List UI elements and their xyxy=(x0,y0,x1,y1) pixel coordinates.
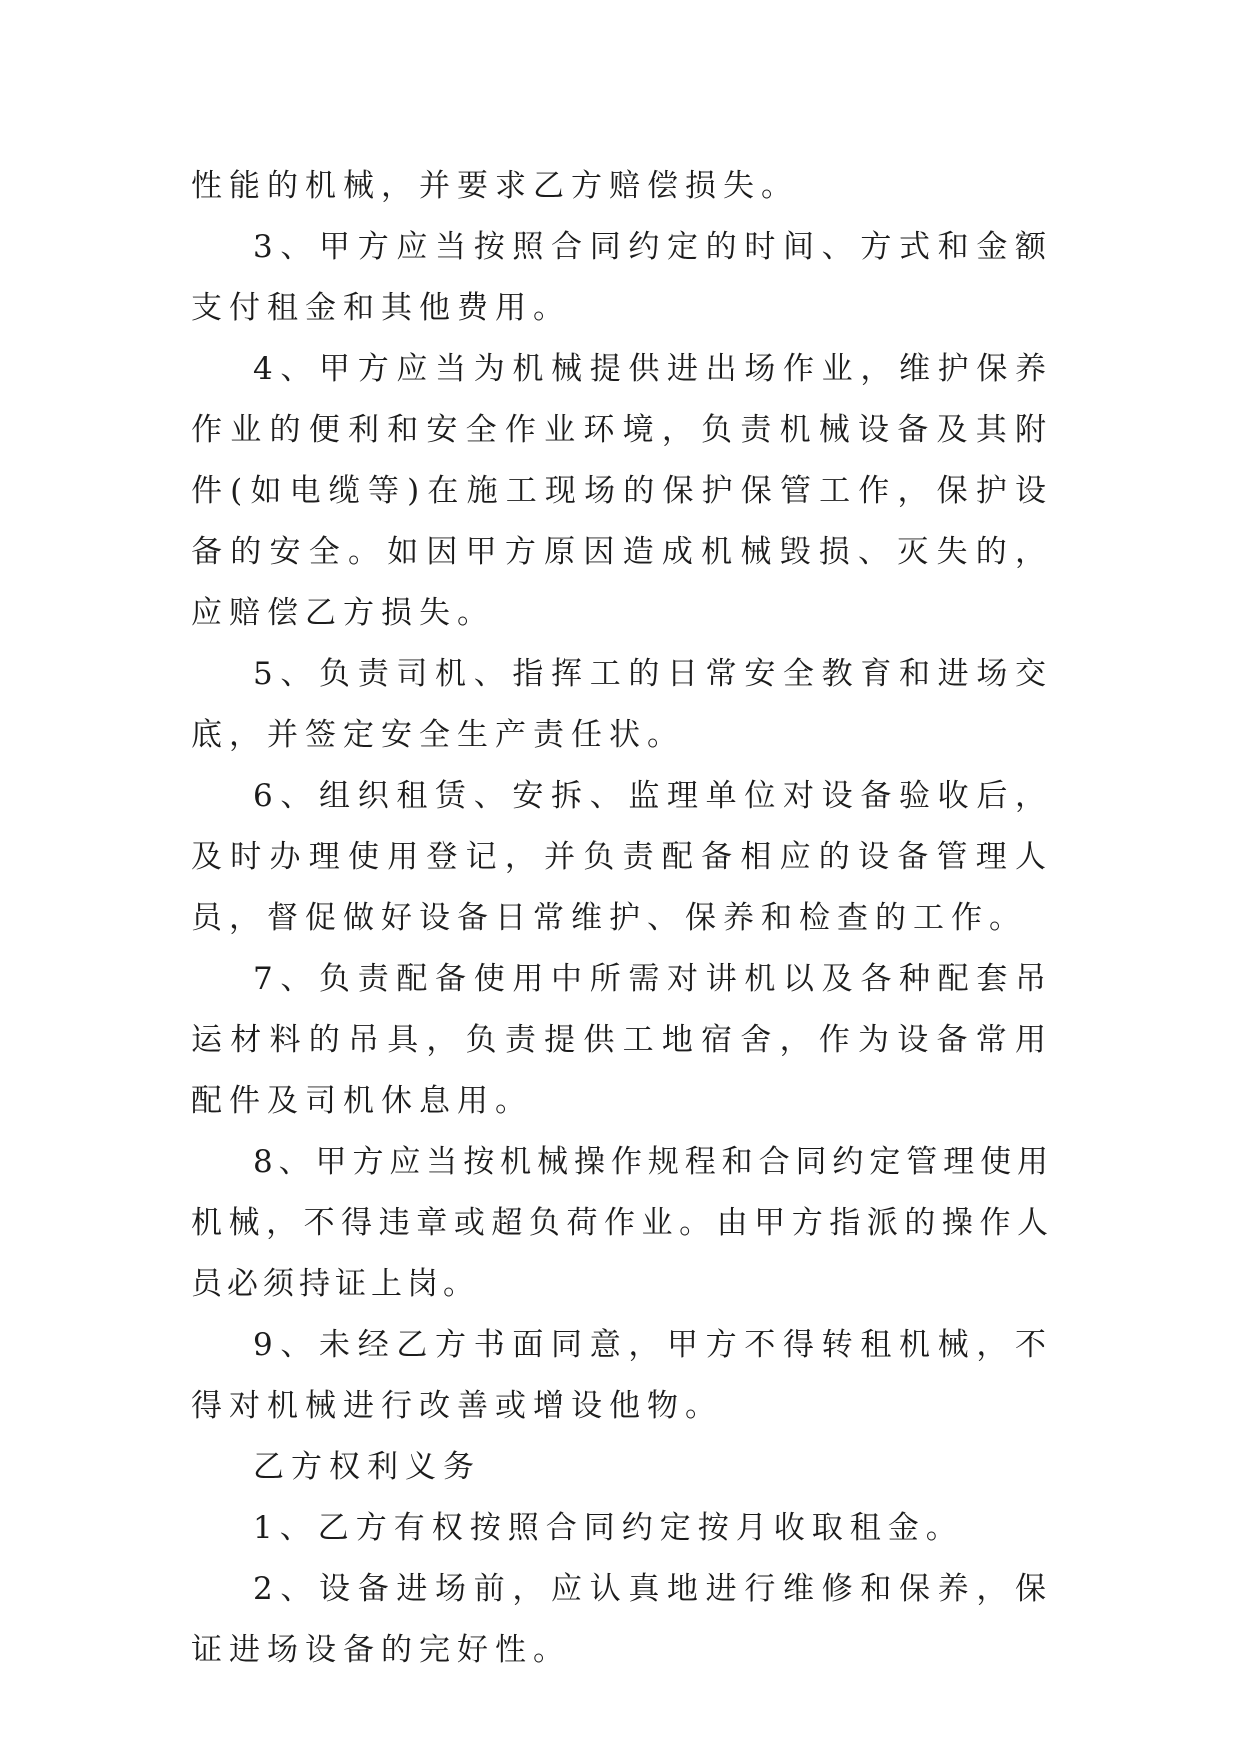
paragraph-item-7: 7、负责配备使用中所需对讲机以及各种配套吊运材料的吊具，负责提供工地宿舍，作为设备常用配件及司机休息用。 xyxy=(191,961,1053,1119)
paragraph-continuation: 性能的机械，并要求乙方赔偿损失。 xyxy=(191,168,799,204)
paragraph-item-4: 4、甲方应当为机械提供进出场作业，维护保养作业的便利和安全作业环境，负责机械设备及其附件(如电缆等)在施工现场的保护保管工作，保护设备的安全。如因甲方原因造成机械毁损、灭失的，应赔偿乙方损失。 xyxy=(191,351,1053,631)
document-body xyxy=(191,156,1053,1681)
paragraph-party-b-item-2: 2、设备进场前，应认真地进行维修和保养，保证进场设备的完好性。 xyxy=(191,1571,1053,1668)
paragraph-item-5: 5、负责司机、指挥工的日常安全教育和进场交底，并签定安全生产责任状。 xyxy=(191,656,1053,753)
paragraph-party-b-item-1: 1、乙方有权按照合同约定按月收取租金。 xyxy=(253,1510,964,1546)
paragraph-item-8: 8、甲方应当按机械操作规程和合同约定管理使用机械，不得违章或超负荷作业。由甲方指派的操作人员必须持证上岗。 xyxy=(191,1144,1053,1302)
paragraph-item-3: 3、甲方应当按照合同约定的时间、方式和金额支付租金和其他费用。 xyxy=(191,229,1053,326)
paragraph-item-9: 9、未经乙方书面同意，甲方不得转租机械，不得对机械进行改善或增设他物。 xyxy=(191,1327,1053,1424)
paragraph-item-6: 6、组织租赁、安拆、监理单位对设备验收后，及时办理使用登记，并负责配备相应的设备管理人员，督促做好设备日常维护、保养和检查的工作。 xyxy=(191,778,1053,936)
section-heading-party-b-rights: 乙方权利义务 xyxy=(253,1449,481,1485)
